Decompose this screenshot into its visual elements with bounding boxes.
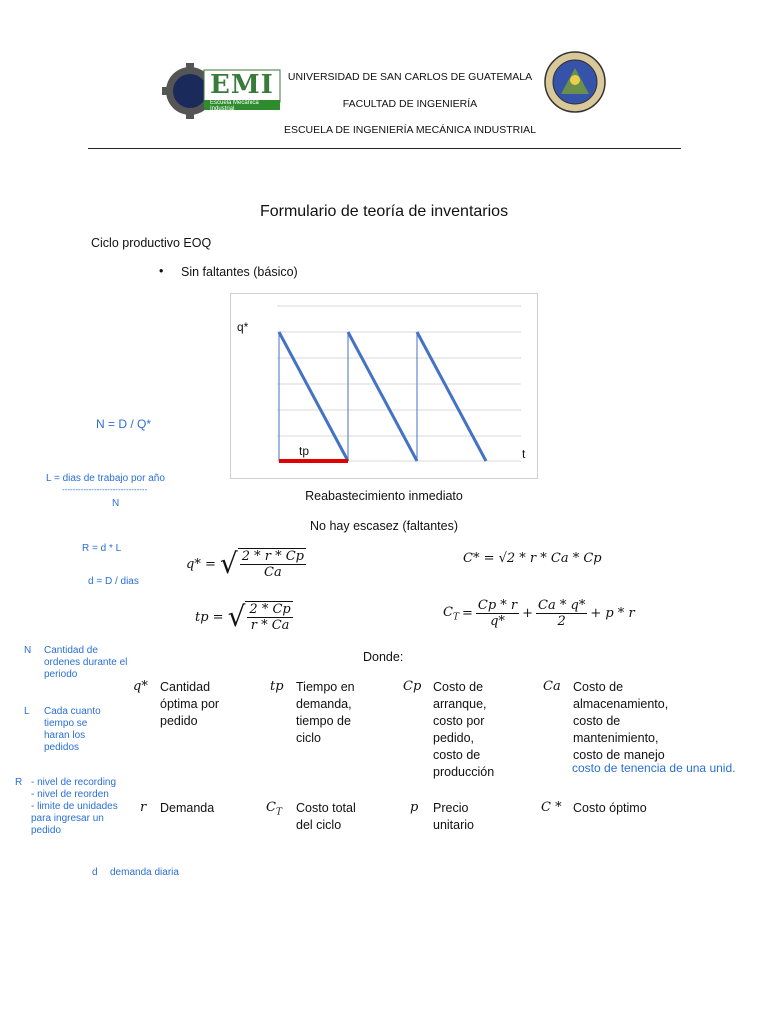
def-text-r: Demanda bbox=[160, 801, 215, 815]
ct-f2-denominator: 2 bbox=[557, 614, 566, 629]
def-sym-r: r bbox=[140, 800, 147, 815]
def-sym-tp: tp bbox=[270, 679, 284, 694]
def-text-ct: Costo total del ciclo bbox=[296, 801, 356, 832]
note-d-def: demanda diaria bbox=[110, 867, 179, 878]
formula-ct-fraction-1 bbox=[476, 598, 519, 629]
note-d-formula: d = D / dias bbox=[88, 576, 139, 587]
note-l-bottom: N bbox=[112, 498, 120, 509]
ct-f2-numerator: Ca * q* bbox=[538, 598, 586, 613]
note-r-def-1: - nivel de recording bbox=[31, 777, 117, 788]
def-text-q: Cantidad óptima por pedido bbox=[160, 680, 220, 728]
emi-logo-subtext: Escuela Mecánica Industrial bbox=[210, 100, 259, 112]
inventory-chart-plot bbox=[231, 294, 537, 478]
def-text-ca: Costo de almacenamiento, costo de mantenimiento, costo de manejo bbox=[573, 680, 669, 762]
header-divider bbox=[88, 148, 681, 149]
formula-ct-lhs: $C_T$ bbox=[443, 604, 459, 623]
def-text-cp: Costo de arranque, costo por pedido, costo de producción bbox=[433, 680, 495, 779]
formula-q-numerator: 2 * r * Cp bbox=[241, 549, 304, 564]
formula-tp-numerator: 2 * Cp bbox=[249, 602, 291, 617]
formula-ct-tail: + p * r bbox=[590, 606, 635, 621]
formula-q-sqrt bbox=[220, 548, 306, 580]
faculty-name: FACULTAD DE INGENIERÍA bbox=[342, 98, 478, 110]
def-text-tp: Tiempo en demanda, tiempo de ciclo bbox=[296, 680, 355, 745]
formula-q-star bbox=[186, 548, 306, 580]
chart-depletion-line bbox=[348, 332, 417, 461]
def-text-p: Precio unitario bbox=[433, 801, 474, 832]
note-r-key: R bbox=[15, 777, 23, 788]
note-n-def: Cantidad de ordenes durante el periodo bbox=[44, 645, 128, 680]
chart-q-label: q* bbox=[237, 320, 249, 334]
note-l-line: -------------------------------- bbox=[62, 485, 148, 494]
chart-depletion-line bbox=[279, 332, 348, 461]
formula-q-lhs: q* = bbox=[186, 556, 216, 572]
note-r-def-3: - limite de unidades para ingresar un pedido bbox=[31, 801, 118, 836]
def-sym-ca: Ca bbox=[543, 679, 561, 694]
note-n-key: N bbox=[24, 645, 32, 656]
def-sym-p: p bbox=[410, 800, 419, 815]
formula-ct-eq: = bbox=[461, 606, 473, 621]
note-d-key: d bbox=[92, 867, 98, 878]
def-sym-c-star: C * bbox=[541, 800, 562, 815]
formula-tp-lhs: tp = bbox=[195, 609, 224, 625]
formula-ct bbox=[443, 598, 635, 629]
university-name: UNIVERSIDAD DE SAN CARLOS DE GUATEMALA bbox=[287, 71, 533, 83]
page-title: Formulario de teoría de inventarios bbox=[259, 203, 509, 220]
note-l-def: Cada cuanto tiempo se haran los pedidos bbox=[44, 706, 101, 753]
note-r-formula: R = d * L bbox=[82, 543, 122, 554]
bullet-dot: • bbox=[159, 264, 164, 278]
note-n-formula: N = D / Q* bbox=[96, 417, 152, 431]
def-sym-cp: Cp bbox=[403, 679, 422, 694]
def-ca-extra: costo de tenencia de una unid. bbox=[572, 761, 736, 775]
sqrt-symbol: √ bbox=[227, 600, 246, 633]
formula-c-star: C* = √2 * r * Ca * Cp bbox=[463, 551, 602, 566]
formula-tp-sqrt bbox=[228, 601, 293, 633]
sqrt-symbol: √ bbox=[219, 547, 238, 580]
def-sym-q: q* bbox=[133, 679, 148, 694]
chart-tp-label: tp bbox=[299, 444, 310, 458]
formula-ct-fraction-2 bbox=[536, 598, 587, 629]
ct-f1-denominator: q* bbox=[490, 614, 505, 629]
formula-q-denominator: Ca bbox=[264, 565, 282, 580]
chart-caption-2: No hay escasez (faltantes) bbox=[310, 519, 458, 533]
note-r-def-2: - nivel de reorden bbox=[31, 789, 109, 800]
def-sym-ct: $C_T$ bbox=[266, 800, 282, 818]
chart-t-label: t bbox=[522, 447, 526, 461]
emi-logo-text: EMI bbox=[210, 70, 274, 100]
donde-label: Donde: bbox=[363, 650, 404, 664]
def-text-c-star: Costo óptimo bbox=[573, 801, 647, 815]
inventory-chart bbox=[230, 293, 538, 479]
chart-caption-1: Reabastecimiento inmediato bbox=[305, 489, 463, 503]
school-name: ESCUELA DE INGENIERÍA MECÁNICA INDUSTRIAL bbox=[283, 124, 537, 136]
formula-ct-plus: + bbox=[522, 606, 534, 621]
section-subtitle: Ciclo productivo EOQ bbox=[91, 236, 212, 250]
ct-f1-numerator: Cp * r bbox=[477, 598, 518, 613]
note-l-top: L = dias de trabajo por año bbox=[46, 473, 165, 484]
chart-depletion-line bbox=[417, 332, 486, 461]
bullet-item: Sin faltantes (básico) bbox=[181, 265, 298, 279]
formula-tp-denominator: r * Ca bbox=[250, 618, 290, 633]
formula-tp bbox=[195, 601, 293, 633]
note-l-key: L bbox=[24, 706, 30, 717]
